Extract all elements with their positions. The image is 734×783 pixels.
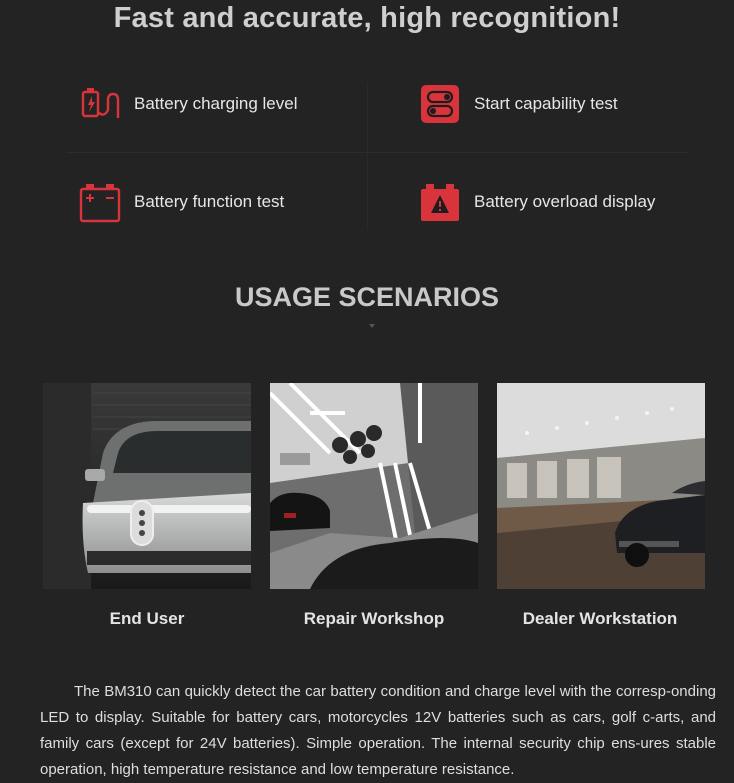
feature-label: Battery charging level [134, 94, 298, 113]
feature-label: Start capability test [474, 94, 618, 113]
chevron-down-icon [369, 324, 375, 328]
feature-charging-level [78, 82, 297, 126]
scene-image-end-user [43, 383, 251, 589]
feature-divider-vertical [367, 82, 368, 230]
scenario-label-dealer-workstation: Dealer Workstation [522, 609, 678, 628]
feature-function-test [78, 180, 284, 224]
scene-image-dealer-workstation [497, 383, 705, 589]
feature-divider-horizontal [66, 152, 688, 153]
battery-charging-icon [78, 82, 122, 126]
toggle-switch-icon [418, 82, 462, 126]
product-description: The BM310 can quickly detect the car battery condition and charge level with the corresp-onding LED to display. Suitable for battery cars, motorcycles 12V batteries such as cars, golf c-arts, and family cars (except for 24V batteries). Simple operation. The internal security chip ens-ures stable operation, high temperature resistance and low temperature resistance. [40, 683, 716, 778]
scenario-label-repair-workshop: Repair Workshop [303, 609, 445, 628]
page-title: Fast and accurate, high recognition! [113, 2, 621, 34]
scenario-label-end-user: End User [109, 609, 185, 628]
battery-plus-minus-icon [78, 180, 122, 224]
battery-warning-icon [418, 180, 462, 224]
feature-overload-display [418, 180, 655, 224]
section-title-usage: USAGE SCENARIOS [234, 282, 500, 312]
feature-label: Battery function test [134, 192, 285, 211]
feature-start-capability [418, 82, 618, 126]
scene-image-repair-workshop [270, 383, 478, 589]
feature-label: Battery overload display [474, 192, 656, 211]
